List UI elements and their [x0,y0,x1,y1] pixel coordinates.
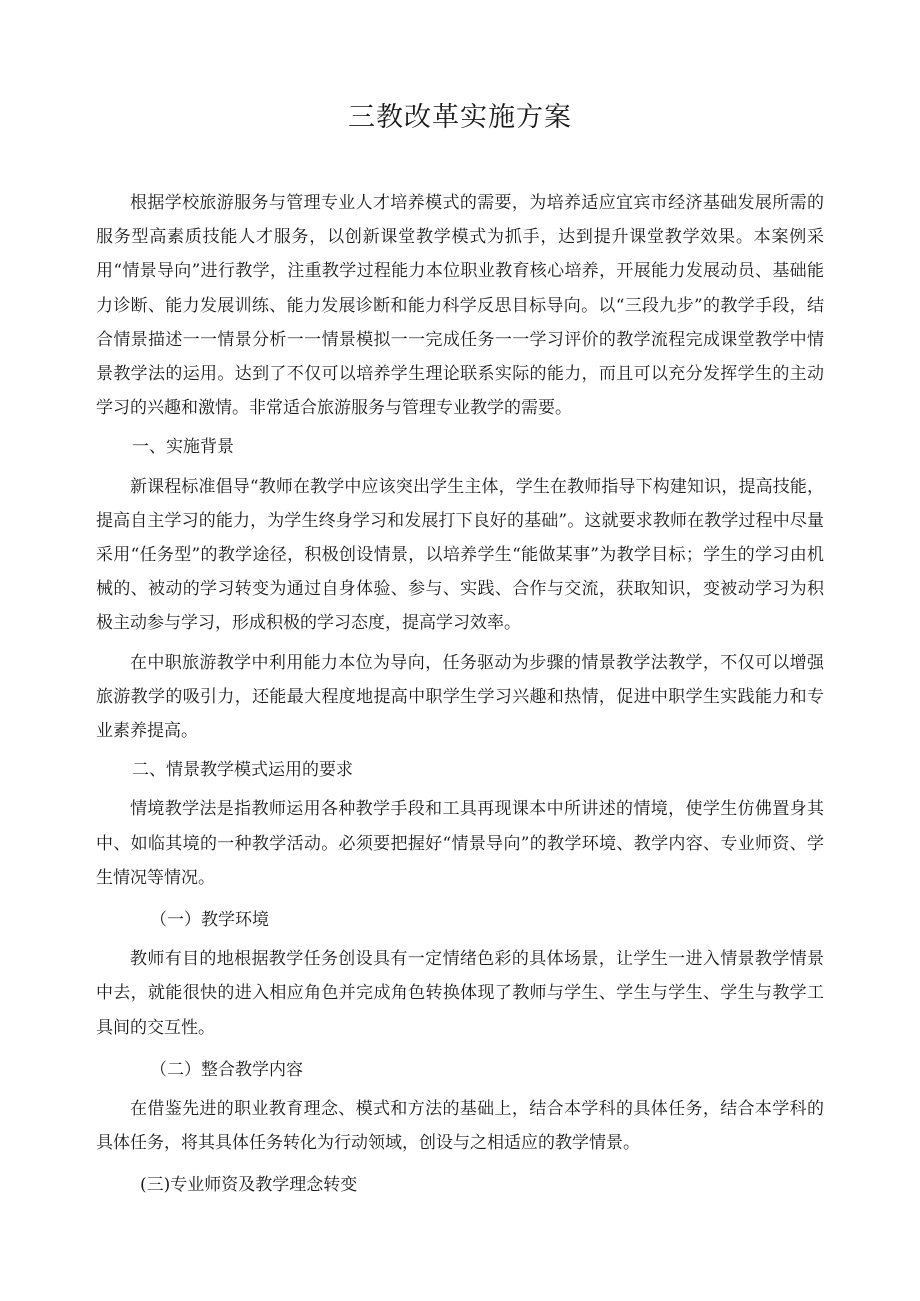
section-heading-background: 一、实施背景 [132,437,234,458]
content-paragraph: 在借鉴先进的职业教育理念、模式和方法的基础上，结合本学科的具体任务，结合本学科的具体任务，将其具体任务转化为行动领域，创设与之相适应的教学情景。 [96,1099,824,1154]
subsection-heading-teachers: (三)专业师资及教学理念转变 [140,1175,358,1196]
section-heading-requirements: 二、情景教学模式运用的要求 [132,760,353,781]
requirements-paragraph: 情境教学法是指教师运用各种教学手段和工具再现课本中所讲述的情境，使学生仿佛置身其中、如临其境的一种教学活动。必须要把握好“情景导向”的教学环境、教学内容、专业师资、学生情况等情况。 [96,799,824,888]
environment-paragraph: 教师有目的地根据教学任务创设具有一定情绪色彩的具体场景，让学生一进入情景教学情景中去，就能很快的进入相应角色并完成角色转换体现了教师与学生、学生与学生、学生与教学工具间的交互性。 [96,949,824,1038]
document-title: 三教改革实施方案 [348,102,572,133]
subsection-heading-environment: （一）教学环境 [150,910,269,931]
subsection-heading-content: （二）整合教学内容 [150,1059,303,1080]
background-paragraph-1: 新课程标准倡导“教师在教学中应该突出学生主体，学生在教师指导下构建知识，提高技能，提高自主学习的能力，为学生终身学习和发展打下良好的基础”。这就要求教师在教学过程中尽量采用“任务型”的教学途径，积极创设情景，以培养学生“能做某事”为教学目标；学生的学习由机械的、被动的学习转变为通过自身体验、参与、实践、合作与交流，获取知识，变被动学习为积极主动参与学习，形成积极的学习态度，提高学习效率。 [96,476,824,634]
intro-paragraph: 根据学校旅游服务与管理专业人才培养模式的需要，为培养适应宜宾市经济基础发展所需的服务型高素质技能人才服务，以创新课堂教学模式为抓手，达到提升课堂教学效果。本案例采用“情景导向”进行教学，注重教学过程能力本位职业教育核心培养，开展能力发展动员、基础能力诊断、能力发展训练、能力发展诊断和能力科学反思目标导向。以“三段九步”的教学手段，结合情景描述一一情景分析一一情景模拟一一完成任务一一学习评价的教学流程完成课堂教学中情景教学法的运用。达到了不仅可以培养学生理论联系实际的能力，而且可以充分发挥学生的主动学习的兴趣和激情。非常适合旅游服务与管理专业教学的需要。 [96,193,824,419]
background-paragraph-2: 在中职旅游教学中利用能力本位为导向，任务驱动为步骤的情景教学法教学，不仅可以增强旅游教学的吸引力，还能最大程度地提高中职学生学习兴趣和热情，促进中职学生实践能力和专业素养提高。 [96,652,824,742]
